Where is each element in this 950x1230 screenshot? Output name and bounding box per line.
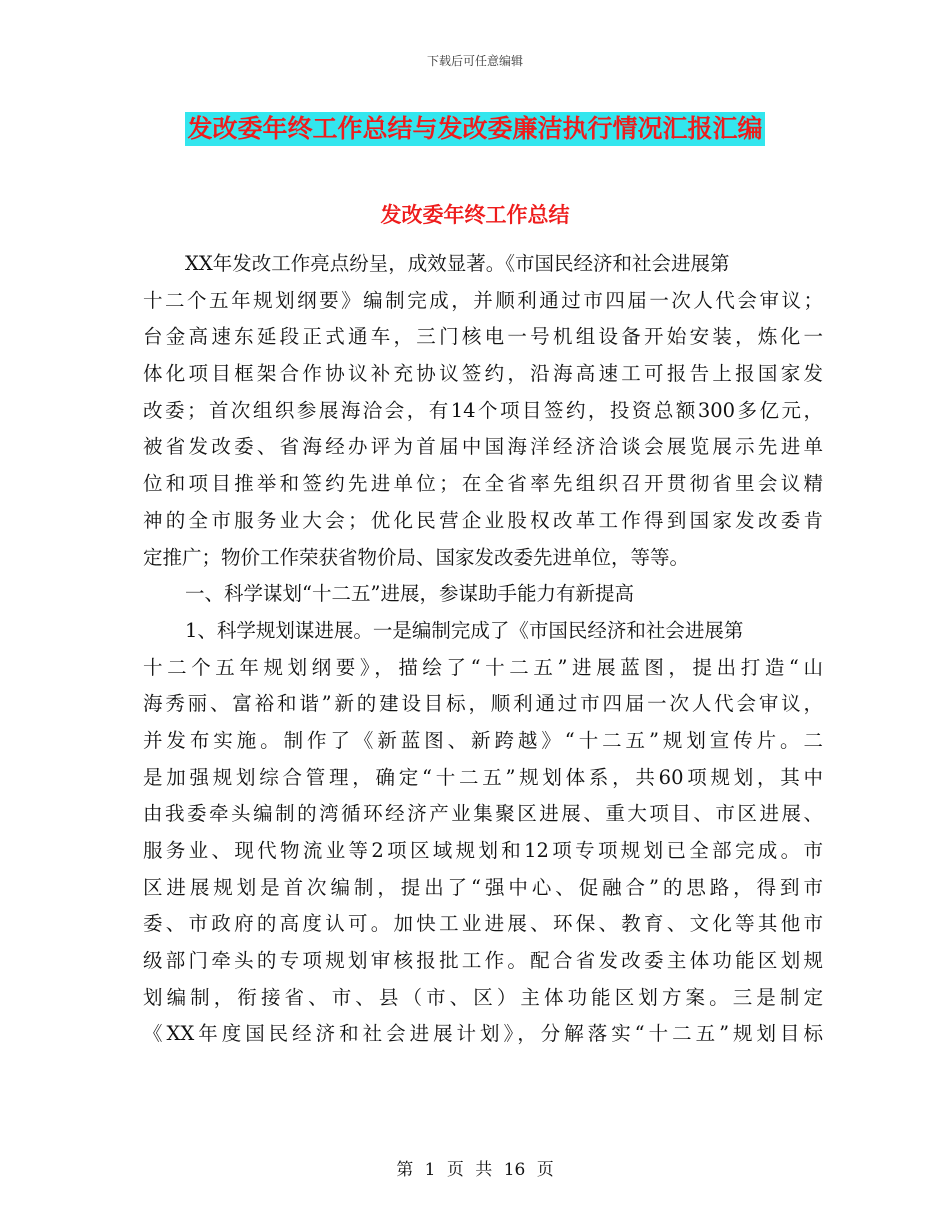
paragraph-line: 级部门牵头的专项规划审核报批工作。配合省发改委主体功能区划规 <box>143 949 823 973</box>
paragraph-line: 定推广；物价工作荣获省物价局、国家发改委先进单位，等等。 <box>143 545 690 569</box>
paragraph-line: 《XX年度国民经济和社会进展计划》，分解落实“十二五”规划目标 <box>143 1022 823 1046</box>
page-footer: 第 1 页 共 16 页 <box>396 1160 554 1180</box>
paragraph-line: 海秀丽、富裕和谐”新的建设目标，顺利通过市四届一次人代会审议， <box>143 692 823 716</box>
paragraph-line: 被省发改委、省海经办评为首届中国海洋经济洽谈会展览展示先进单 <box>143 435 823 459</box>
section-heading-line: 一、科学谋划“十二五”进展，参谋助手能力有新提高 <box>185 582 634 606</box>
paragraph-line: 是加强规划综合管理，确定“十二五”规划体系，共60项规划，其中 <box>143 765 823 789</box>
paragraph-line: 体化项目框架合作协议补充协议签约，沿海高速工可报告上报国家发 <box>143 362 823 386</box>
paragraph-line: 划编制，衔接省、市、县（市、区）主体功能区划方案。三是制定 <box>143 985 823 1009</box>
main-title-container <box>0 112 950 146</box>
paragraph-line: 并发布实施。制作了《新蓝图、新跨越》“十二五”规划宣传片。二 <box>143 728 823 752</box>
main-title: 发改委年终工作总结与发改委廉洁执行情况汇报汇编 <box>185 112 764 146</box>
paragraph-line: 改委；首次组织参展海洽会，有14个项目签约，投资总额300多亿元， <box>143 398 823 422</box>
body-text <box>143 246 823 1053</box>
header-note: 下载后可任意编辑 <box>426 54 523 68</box>
paragraph-line: 十二个五年规划纲要》，描绘了“十二五”进展蓝图，提出打造“山 <box>143 655 823 679</box>
paragraph-line: 委、市政府的高度认可。加快工业进展、环保、教育、文化等其他市 <box>143 912 823 936</box>
paragraph-line: 神的全市服务业大会；优化民营企业股权改革工作得到国家发改委肯 <box>143 508 823 532</box>
section-title: 发改委年终工作总结 <box>380 202 570 227</box>
paragraph-line: 位和项目推举和签约先进单位；在全省率先组织召开贯彻省里会议精 <box>143 472 823 496</box>
paragraph-line: 服务业、现代物流业等2项区域规划和12项专项规划已全部完成。市 <box>143 839 823 862</box>
paragraph-line: 由我委牵头编制的湾循环经济产业集聚区进展、重大项目、市区进展、 <box>143 802 823 826</box>
paragraph-line: 区进展规划是首次编制，提出了“强中心、促融合”的思路，得到市 <box>143 875 823 899</box>
paragraph-line: 1、科学规划谋进展。一是编制完成了《市国民经济和社会进展第 <box>185 618 744 642</box>
paragraph-line: 台金高速东延段正式通车，三门核电一号机组设备开始安装，炼化一 <box>143 325 823 349</box>
paragraph-line: 十二个五年规划纲要》编制完成，并顺利通过市四届一次人代会审议； <box>143 288 823 312</box>
paragraph-line: XX年发改工作亮点纷呈，成效显著。《市国民经济和社会进展第 <box>185 252 730 275</box>
